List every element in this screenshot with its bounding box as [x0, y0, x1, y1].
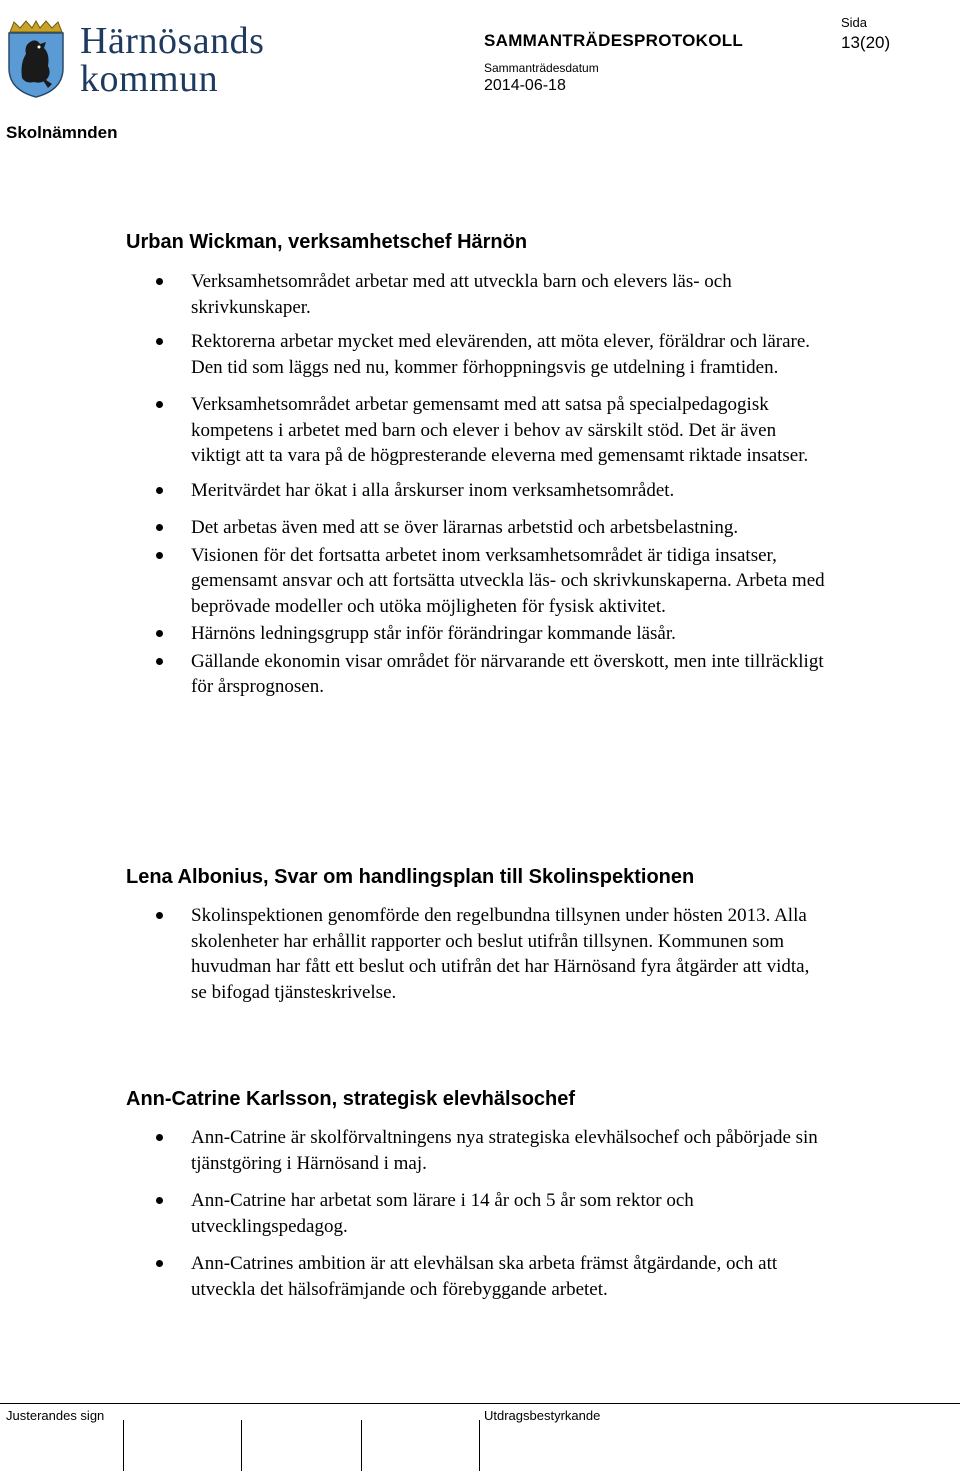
- section-ann-catrine-karlsson: [126, 1087, 826, 1302]
- signature-label: Justerandes sign: [6, 1408, 105, 1423]
- bullet-icon: [156, 401, 163, 408]
- list-item-text: Meritvärdet har ökat i alla årskurser inom verksamhetsområdet.: [191, 479, 675, 501]
- list-item: [126, 329, 826, 380]
- certification-label: Utdragsbestyrkande: [484, 1408, 601, 1423]
- list-item-text: Gällande ekonomin visar området för närvarande ett överskott, men inte tillräckligt för årsprognosen.: [191, 650, 824, 697]
- list-item: [126, 649, 826, 700]
- signature-divider: [361, 1420, 362, 1471]
- list-item-text: Härnöns ledningsgrupp står inför förändringar kommande läsår.: [191, 623, 676, 644]
- list-item-text: Ann-Catrine har arbetat som lärare i 14 år och 5 år som rektor och utvecklingspedagog.: [191, 1190, 694, 1237]
- list-item: [126, 478, 826, 504]
- bullet-icon: [156, 630, 163, 637]
- section-heading: Lena Albonius, Svar om handlingsplan till Skolinspektionen: [126, 866, 695, 888]
- bullet-list: [126, 903, 826, 1005]
- section-heading: Urban Wickman, verksamhetschef Härnön: [126, 231, 528, 253]
- meeting-date: 2014-06-18: [484, 77, 566, 94]
- signature-divider: [123, 1420, 124, 1471]
- list-item-text: Skolinspektionen genomförde den regelbundna tillsynen under hösten 2013. Alla skolenheter har erhållit rapporter och beslut utifrån tillsynen. Kommunen som huvudman har fått ett beslut och utifrån det har Härnösand fyra åtgärder att vidta, se bifogad tjänsteskrivelse.: [191, 905, 810, 1003]
- bullet-icon: [156, 524, 163, 531]
- page-number: 13(20): [841, 33, 891, 52]
- list-item-text: Visionen för det fortsatta arbetet inom verksamhetsområdet är tidiga insatser, gemensamt ansvar och att fortsätta utveckla läs- och skrivkunskaperna. Arbeta med beprövade modeller och utöka möjligheten för fysisk aktivitet.: [191, 544, 825, 617]
- signature-footer: [0, 1403, 960, 1471]
- list-item-text: Det arbetas även med att se över lärarnas arbetstid och arbetsbelastning.: [191, 517, 739, 538]
- list-item: [126, 903, 826, 1005]
- list-item: [126, 1251, 826, 1302]
- list-item: [126, 621, 826, 647]
- list-item: [126, 543, 826, 620]
- signature-divider: [241, 1420, 242, 1471]
- bullet-icon: [156, 912, 163, 919]
- list-item: [126, 515, 826, 541]
- bullet-icon: [156, 1134, 163, 1141]
- list-item: [126, 1125, 826, 1176]
- list-item-text: Verksamhetsområdet arbetar gemensamt med att satsa på specialpedagogisk kompetens i arbetet med barn och elever i behov av särskilt stöd. Det är även viktigt att ta vara på de högpresterande eleverna med gemensamt riktade insatser.: [191, 394, 809, 466]
- bullet-icon: [156, 658, 163, 665]
- bullet-icon: [156, 552, 163, 559]
- bullet-list: [126, 1125, 826, 1302]
- list-item-text: Verksamhetsområdet arbetar med att utveckla barn och elevers läs- och skrivkunskaper.: [191, 271, 732, 318]
- list-item-text: Ann-Catrine är skolförvaltningens nya strategiska elevhälsochef och påbörjade sin tjänstgöring i Härnösand i maj.: [191, 1127, 818, 1174]
- board-name: Skolnämnden: [6, 123, 118, 142]
- coat-of-arms-icon: [6, 18, 66, 98]
- bullet-icon: [156, 1197, 163, 1204]
- section-heading: Ann-Catrine Karlsson, strategisk elevhälsochef: [126, 1088, 576, 1110]
- list-item-text: Rektorerna arbetar mycket med elevärenden, att möta elever, föräldrar och lärare. Den tid som läggs ned nu, kommer förhoppningsvis ge utdelning i framtiden.: [191, 331, 811, 378]
- bullet-list: [126, 269, 826, 700]
- bullet-icon: [156, 338, 163, 345]
- list-item: [126, 1188, 826, 1239]
- section-lena-albonius: [126, 865, 826, 1005]
- bullet-icon: [156, 278, 163, 285]
- list-item: [126, 392, 826, 469]
- bullet-icon: [156, 487, 163, 494]
- page-label: Sida: [841, 15, 868, 30]
- municipality-name-line1: Härnösands: [80, 20, 265, 62]
- signature-divider: [479, 1420, 480, 1471]
- meeting-date-label: Sammanträdesdatum: [484, 61, 599, 75]
- municipality-name: [80, 22, 264, 98]
- document-type: SAMMANTRÄDESPROTOKOLL: [484, 31, 744, 50]
- bullet-icon: [156, 1260, 163, 1267]
- list-item-text: Ann-Catrines ambition är att elevhälsan ska arbeta främst åtgärdande, och att utveckla det hälsofrämjande och förebyggande arbetet.: [191, 1253, 778, 1300]
- municipality-name-line2: kommun: [80, 58, 219, 100]
- section-urban-wickman: [126, 230, 826, 700]
- list-item: [126, 269, 826, 320]
